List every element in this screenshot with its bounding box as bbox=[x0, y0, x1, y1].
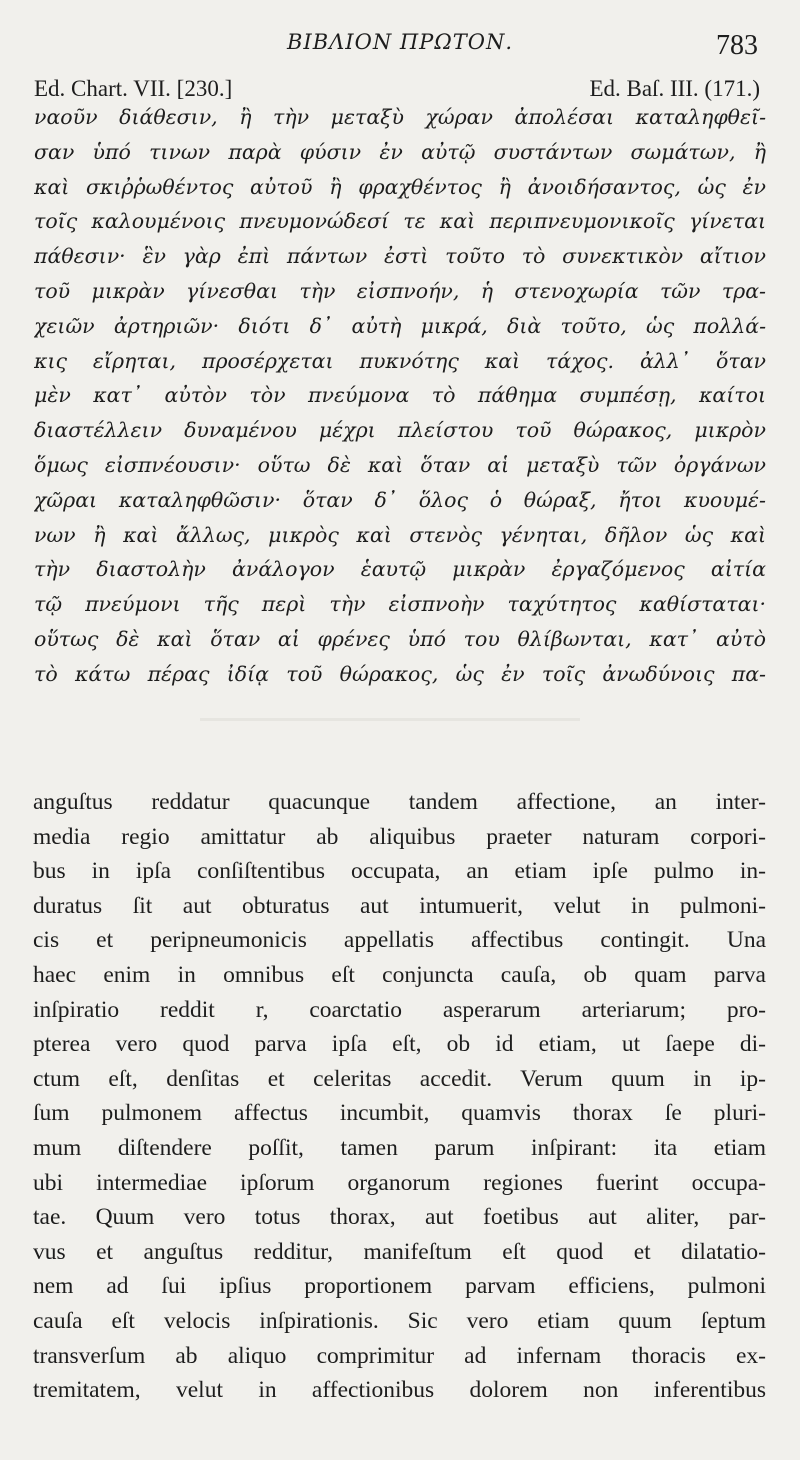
greek-line: τὴν διαστολὴν ἀνάλογον ἑαυτῷ μικρὰν ἐργαζόμενος αἰτία bbox=[34, 557, 766, 582]
running-title: ΒΙΒΛΙΟΝ ΠΡΩΤΟΝ. bbox=[286, 30, 513, 54]
greek-line: καὶ σκιῤῥωθέντος αὐτοῦ ἢ φραχθέντος ἢ ἀνοιδήσαντος, ὡς ἐν bbox=[34, 174, 766, 199]
latin-line: ubi intermediae ipſorum organorum regiones fuerint occupa- bbox=[33, 1169, 766, 1196]
latin-line: ſum pulmonem affectus incumbit, quamvis thorax ſe pluri- bbox=[33, 1100, 766, 1127]
greek-line: ναοῦν διάθεσιν, ἢ τὴν μεταξὺ χώραν ἀπολέσαι καταληφθεῖ- bbox=[34, 105, 766, 129]
latin-line: bus in ipſa conſiſtentibus occupata, an etiam ipſe pulmo in- bbox=[33, 858, 766, 885]
greek-line: τῷ πνεύμονι τῆς περὶ τὴν εἰσπνοὴν ταχύτητος καθίσταται· bbox=[34, 592, 766, 617]
bleed-through-mark bbox=[200, 718, 580, 721]
latin-line: nem ad ſui ipſius proportionem parvam efficiens, pulmoni bbox=[33, 1273, 766, 1300]
edition-reference-right: Ed. Baſ. III. (171.) bbox=[589, 76, 760, 101]
greek-line: μὲν κατ᾽ αὐτὸν τὸν πνεύμονα τὸ πάθημα συμπέσῃ, καίτοι bbox=[34, 383, 766, 408]
latin-line: haec enim in omnibus eſt conjuncta cauſa, ob quam parva bbox=[33, 961, 766, 988]
latin-line: vus et anguſtus redditur, manifeſtum eſt quod et dilatatio- bbox=[33, 1238, 766, 1265]
latin-line: transverſum ab aliquo comprimitur ad infernam thoracis ex- bbox=[33, 1342, 766, 1369]
greek-line: χειῶν ἀρτηριῶν· διότι δ᾽ αὐτὴ μικρά, διὰ τοῦτο, ὡς πολλά- bbox=[34, 313, 766, 338]
greek-line: τοῦ μικρὰν γίνεσθαι τὴν εἰσπνοήν, ἡ στενοχωρία τῶν τρα- bbox=[34, 278, 766, 303]
greek-line: διαστέλλειν δυναμένου μέχρι πλείστου τοῦ θώρακος, μικρὸν bbox=[34, 418, 766, 443]
greek-line: οὕτως δὲ καὶ ὅταν αἱ φρένες ὑπό του θλίβωνται, κατ᾽ αὐτὸ bbox=[34, 626, 766, 651]
latin-line: media regio amittatur ab aliquibus praeter naturam corpori- bbox=[33, 823, 766, 850]
latin-line: cis et peripneumonicis appellatis affectibus contingit. Una bbox=[33, 927, 766, 954]
greek-line: χῶραι καταληφθῶσιν· ὅταν δ᾽ ὅλος ὁ θώραξ, ἤτοι κυουμέ- bbox=[34, 487, 766, 512]
latin-text-block bbox=[33, 785, 766, 1408]
greek-line: σαν ὑπό τινων παρὰ φύσιν ἐν αὐτῷ συστάντων σωμάτων, ἢ bbox=[34, 139, 766, 164]
edition-reference-left: Ed. Chart. VII. [230.] bbox=[34, 76, 233, 101]
latin-line: tremitatem, velut in affectionibus dolorem non inferentibus bbox=[33, 1377, 766, 1404]
latin-line: ctum eſt, denſitas et celeritas accedit. Verum quum in ip- bbox=[33, 1065, 766, 1092]
latin-line: anguſtus reddatur quacunque tandem affectione, an inter- bbox=[33, 789, 766, 815]
greek-line: νων ἢ καὶ ἄλλως, μικρὸς καὶ στενὸς γένηται, δῆλον ὡς καὶ bbox=[34, 522, 766, 547]
latin-line: mum diſtendere poſſit, tamen parum inſpirant: ita etiam bbox=[33, 1134, 766, 1161]
greek-line: τὸ κάτω πέρας ἰδίᾳ τοῦ θώρακος, ὡς ἐν τοῖς ἀνωδύνοις πα- bbox=[34, 661, 766, 686]
greek-line: τοῖς καλουμένοις πνευμονώδεσί τε καὶ περιπνευμονικοῖς γίνεται bbox=[34, 209, 766, 234]
latin-line: cauſa eſt velocis inſpirationis. Sic vero etiam quum ſeptum bbox=[33, 1307, 766, 1334]
greek-line: ὅμως εἰσπνέουσιν· οὕτω δὲ καὶ ὅταν αἱ μεταξὺ τῶν ὀργάνων bbox=[34, 452, 766, 477]
greek-line: πάθεσιν· ἓν γὰρ ἐπὶ πάντων ἐστὶ τοῦτο τὸ συνεκτικὸν αἴτιον bbox=[34, 244, 766, 269]
page-number: 783 bbox=[716, 30, 758, 61]
latin-line: pterea vero quod parva ipſa eſt, ob id etiam, ut ſaepe di- bbox=[33, 1031, 766, 1058]
latin-line: tae. Quum vero totus thorax, aut foetibus aut aliter, par- bbox=[33, 1204, 766, 1231]
latin-line: duratus ſit aut obturatus aut intumuerit, velut in pulmoni- bbox=[33, 892, 766, 919]
latin-line: inſpiratio reddit r, coarctatio asperarum arteriarum; pro- bbox=[33, 996, 766, 1023]
greek-text-block bbox=[34, 100, 766, 692]
greek-line: κις εἴρηται, προσέρχεται πυκνότης καὶ τάχος. ἀλλ᾽ ὅταν bbox=[34, 348, 766, 373]
